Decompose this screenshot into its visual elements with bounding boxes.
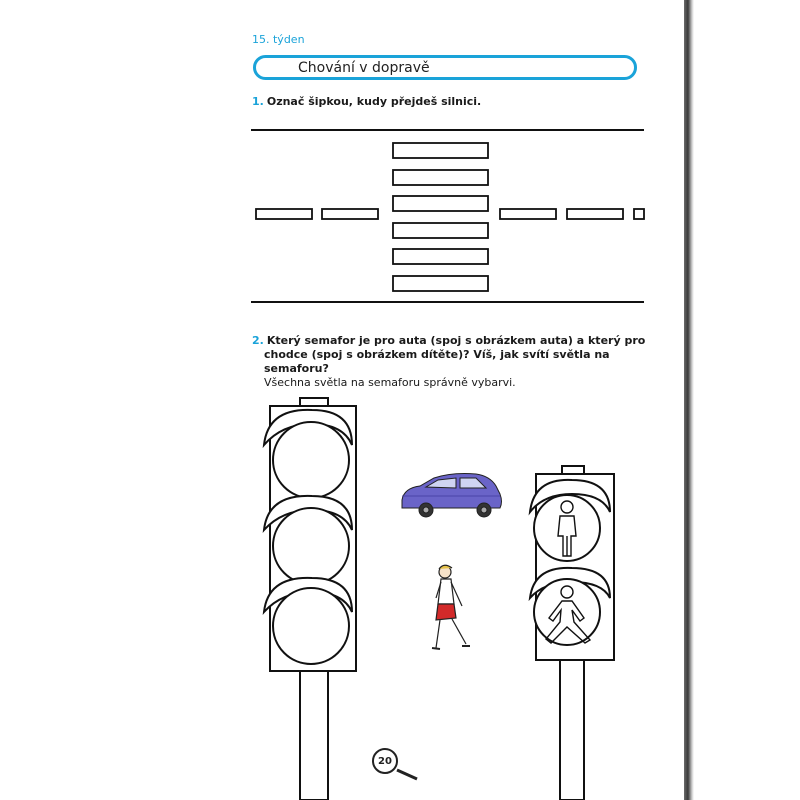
magnifier-handle: [397, 770, 417, 779]
car-light-top: [273, 422, 349, 498]
car-light-pole: [300, 671, 328, 800]
task-2-number: 2.: [252, 334, 264, 347]
pedestrian-light-go: [534, 579, 600, 645]
lane-dash: [500, 209, 556, 219]
task-2-line-2: chodce (spoj s obrázkem dítěte)? Víš, jak svítí světla na semaforu?: [264, 348, 610, 375]
task-1-text: Označ šipkou, kudy přejdeš silnici.: [266, 95, 482, 108]
task-2-line-1: Který semafor je pro auta (spoj s obrázkem auta) a který pro: [266, 334, 646, 347]
car-light-bottom: [273, 588, 349, 664]
task-1-number: 1.: [252, 95, 264, 108]
car-traffic-light: [264, 398, 356, 800]
week-label: 15. týden: [252, 33, 305, 46]
lane-dash: [256, 209, 312, 219]
lane-dash: [567, 209, 623, 219]
zebra-stripe: [393, 170, 488, 185]
child-picture: [432, 565, 470, 649]
task-2: [252, 334, 652, 390]
zebra-stripe: [393, 276, 488, 291]
zebra-crossing: [393, 143, 488, 291]
zebra-stripe: [393, 249, 488, 264]
section-title: Chování v dopravě: [298, 59, 430, 76]
pedestrian-light-pole: [560, 660, 584, 800]
task-2-line-3: Všechna světla na semaforu správně vybarvi.: [264, 376, 516, 389]
pedestrian-traffic-light: [530, 466, 614, 800]
car-picture: [402, 474, 502, 518]
lane-dash: [322, 209, 378, 219]
car-light-middle: [273, 508, 349, 584]
lane-dash: [634, 209, 644, 219]
zebra-stripe: [393, 143, 488, 158]
page-number: 20: [372, 748, 398, 774]
zebra-stripe: [393, 196, 488, 211]
zebra-stripe: [393, 223, 488, 238]
